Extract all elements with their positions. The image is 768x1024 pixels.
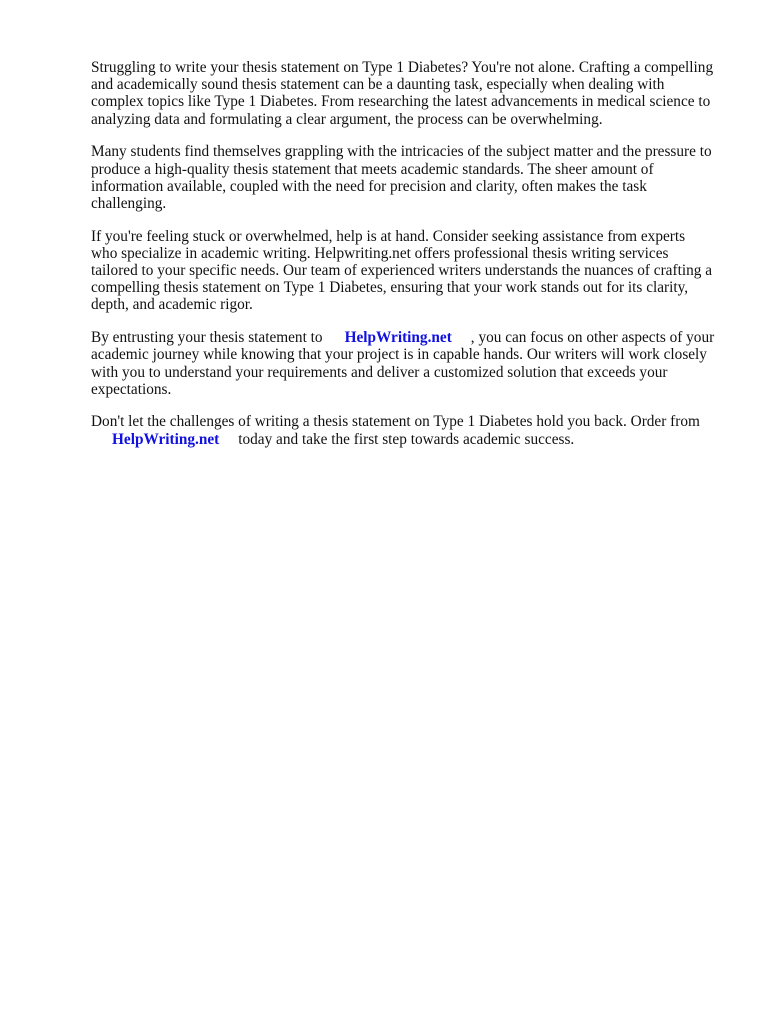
paragraph-help: If you're feeling stuck or overwhelmed, help is at hand. Consider seeking assistance from experts who specialize in academic writing. Helpwriting.net offers professional thesis writing services tailored to your specific needs. Our team of experienced writers understands the nuances of crafting a compelling thesis statement on Type 1 Diabetes, ensuring that your work stands out for its clarity, depth, and academic rigor. xyxy=(91,227,712,314)
paragraph-intro: Struggling to write your thesis statement on Type 1 Diabetes? You're not alone. Crafting a compelling and academically sound thesis statement can be a daunting task, especially when dealing with complex topics like Type 1 Diabetes. From researching the latest advancements in medical science to analyzing data and formulating a clear argument, the process can be overwhelming. xyxy=(91,59,714,128)
document-body xyxy=(91,59,715,463)
helpwriting-link[interactable]: HelpWriting.net xyxy=(344,329,452,347)
helpwriting-order-link[interactable]: HelpWriting.net xyxy=(112,430,220,448)
paragraph-order xyxy=(91,413,715,447)
paragraph-entrusting xyxy=(91,329,715,398)
paragraph-order-before: Don't let the challenges of writing a thesis statement on Type 1 Diabetes hold you back. Order from xyxy=(91,413,700,431)
paragraph-entrusting-after: , you can focus on other aspects of your academic journey while knowing that your project is in capable hands. Our writers will work closely with you to understand your requirements and deliver a customized solution that exceeds your expectations. xyxy=(91,329,715,398)
paragraph-order-after: today and take the first step towards academic success. xyxy=(238,430,575,448)
paragraph-entrusting-before: By entrusting your thesis statement to xyxy=(91,329,323,347)
paragraph-challenges: Many students find themselves grappling with the intricacies of the subject matter and the pressure to produce a high-quality thesis statement that meets academic standards. The sheer amount of information available, coupled with the need for precision and clarity, often makes the task challenging. xyxy=(91,143,712,212)
